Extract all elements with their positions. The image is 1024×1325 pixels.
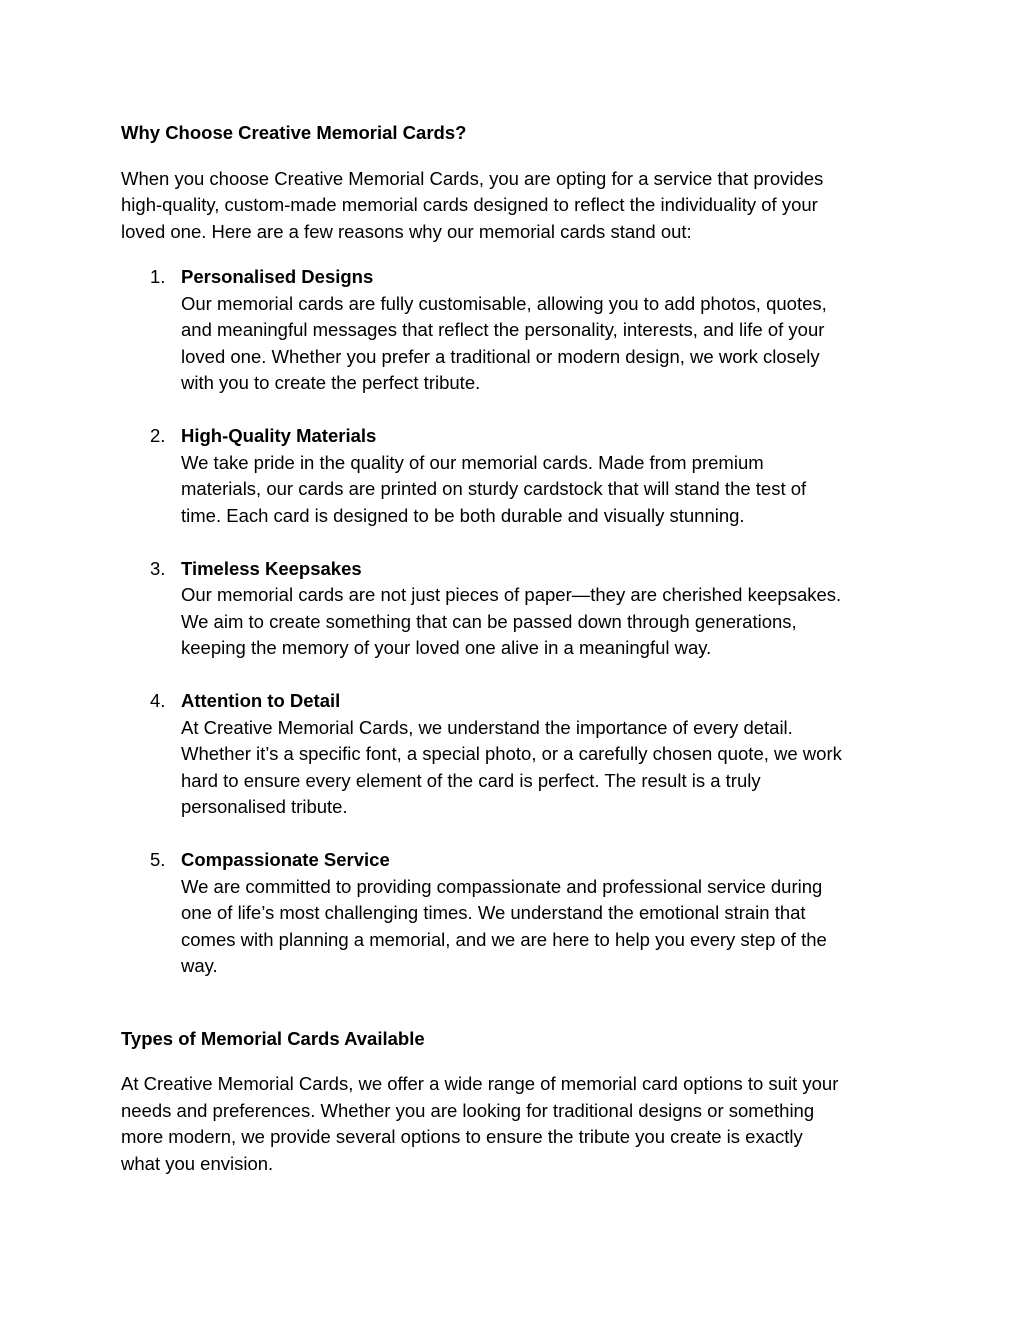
list-item (121, 556, 911, 662)
reasons-list (121, 264, 911, 980)
list-item-body: We are committed to providing compassionate and professional service during one of life’s most challenging times. We understand the emotional strain that comes with planning a memorial, and we are here to help you every step of the way. (181, 875, 827, 976)
list-item-title: Personalised Designs (181, 266, 374, 287)
list-item-body: We take pride in the quality of our memorial cards. Made from premium materials, our cards are printed on sturdy cardstock that will stand the test of time. Each card is designed to be both durable and visually stunning. (181, 451, 807, 526)
list-item-body: Our memorial cards are fully customisable, allowing you to add photos, quotes, and meaningful messages that reflect the personality, interests, and life of your loved one. Whether you prefer a traditional or modern design, we work closely with you to create the perfect tribute. (181, 292, 827, 393)
types-paragraph: At Creative Memorial Cards, we offer a wide range of memorial card options to suit your needs and preferences. Whether you are looking for traditional designs or something more modern, we provide several options to ensure the tribute you create is exactly what you envision. (121, 1073, 839, 1174)
list-item (121, 264, 911, 397)
list-item-title: Timeless Keepsakes (181, 557, 362, 579)
list-item-number: 4. (150, 690, 166, 711)
intro-paragraph: When you choose Creative Memorial Cards, you are opting for a service that provides high-quality, custom-made memorial cards designed to reflect the individuality of your loved one. Here are a few reasons why our memorial cards stand out: (121, 167, 824, 242)
list-item-title: Compassionate Service (181, 849, 390, 870)
list-item-body: At Creative Memorial Cards, we understand the importance of every detail. Whether it’s a specific font, a special photo, or a carefully chosen quote, we work hard to ensure every element of the card is perfect. The result is a truly personalised tribute. (181, 716, 842, 817)
list-item-number: 1. (150, 266, 166, 287)
list-item (121, 688, 911, 821)
list-item-number: 2. (150, 425, 166, 446)
list-item-body: Our memorial cards are not just pieces of paper—they are cherished keepsakes. We aim to create something that can be passed down through generations, keeping the memory of your loved one alive in a meaningful way. (181, 584, 842, 658)
list-item-number: 3. (150, 557, 166, 579)
section-heading-types: Types of Memorial Cards Available (121, 1027, 425, 1049)
section-heading-why-choose: Why Choose Creative Memorial Cards? (121, 122, 467, 143)
list-item (121, 847, 911, 980)
list-item-title: Attention to Detail (181, 690, 341, 711)
list-item (121, 423, 911, 529)
list-item-number: 5. (150, 849, 166, 870)
document-page (121, 120, 911, 1177)
list-item-title: High-Quality Materials (181, 425, 377, 446)
